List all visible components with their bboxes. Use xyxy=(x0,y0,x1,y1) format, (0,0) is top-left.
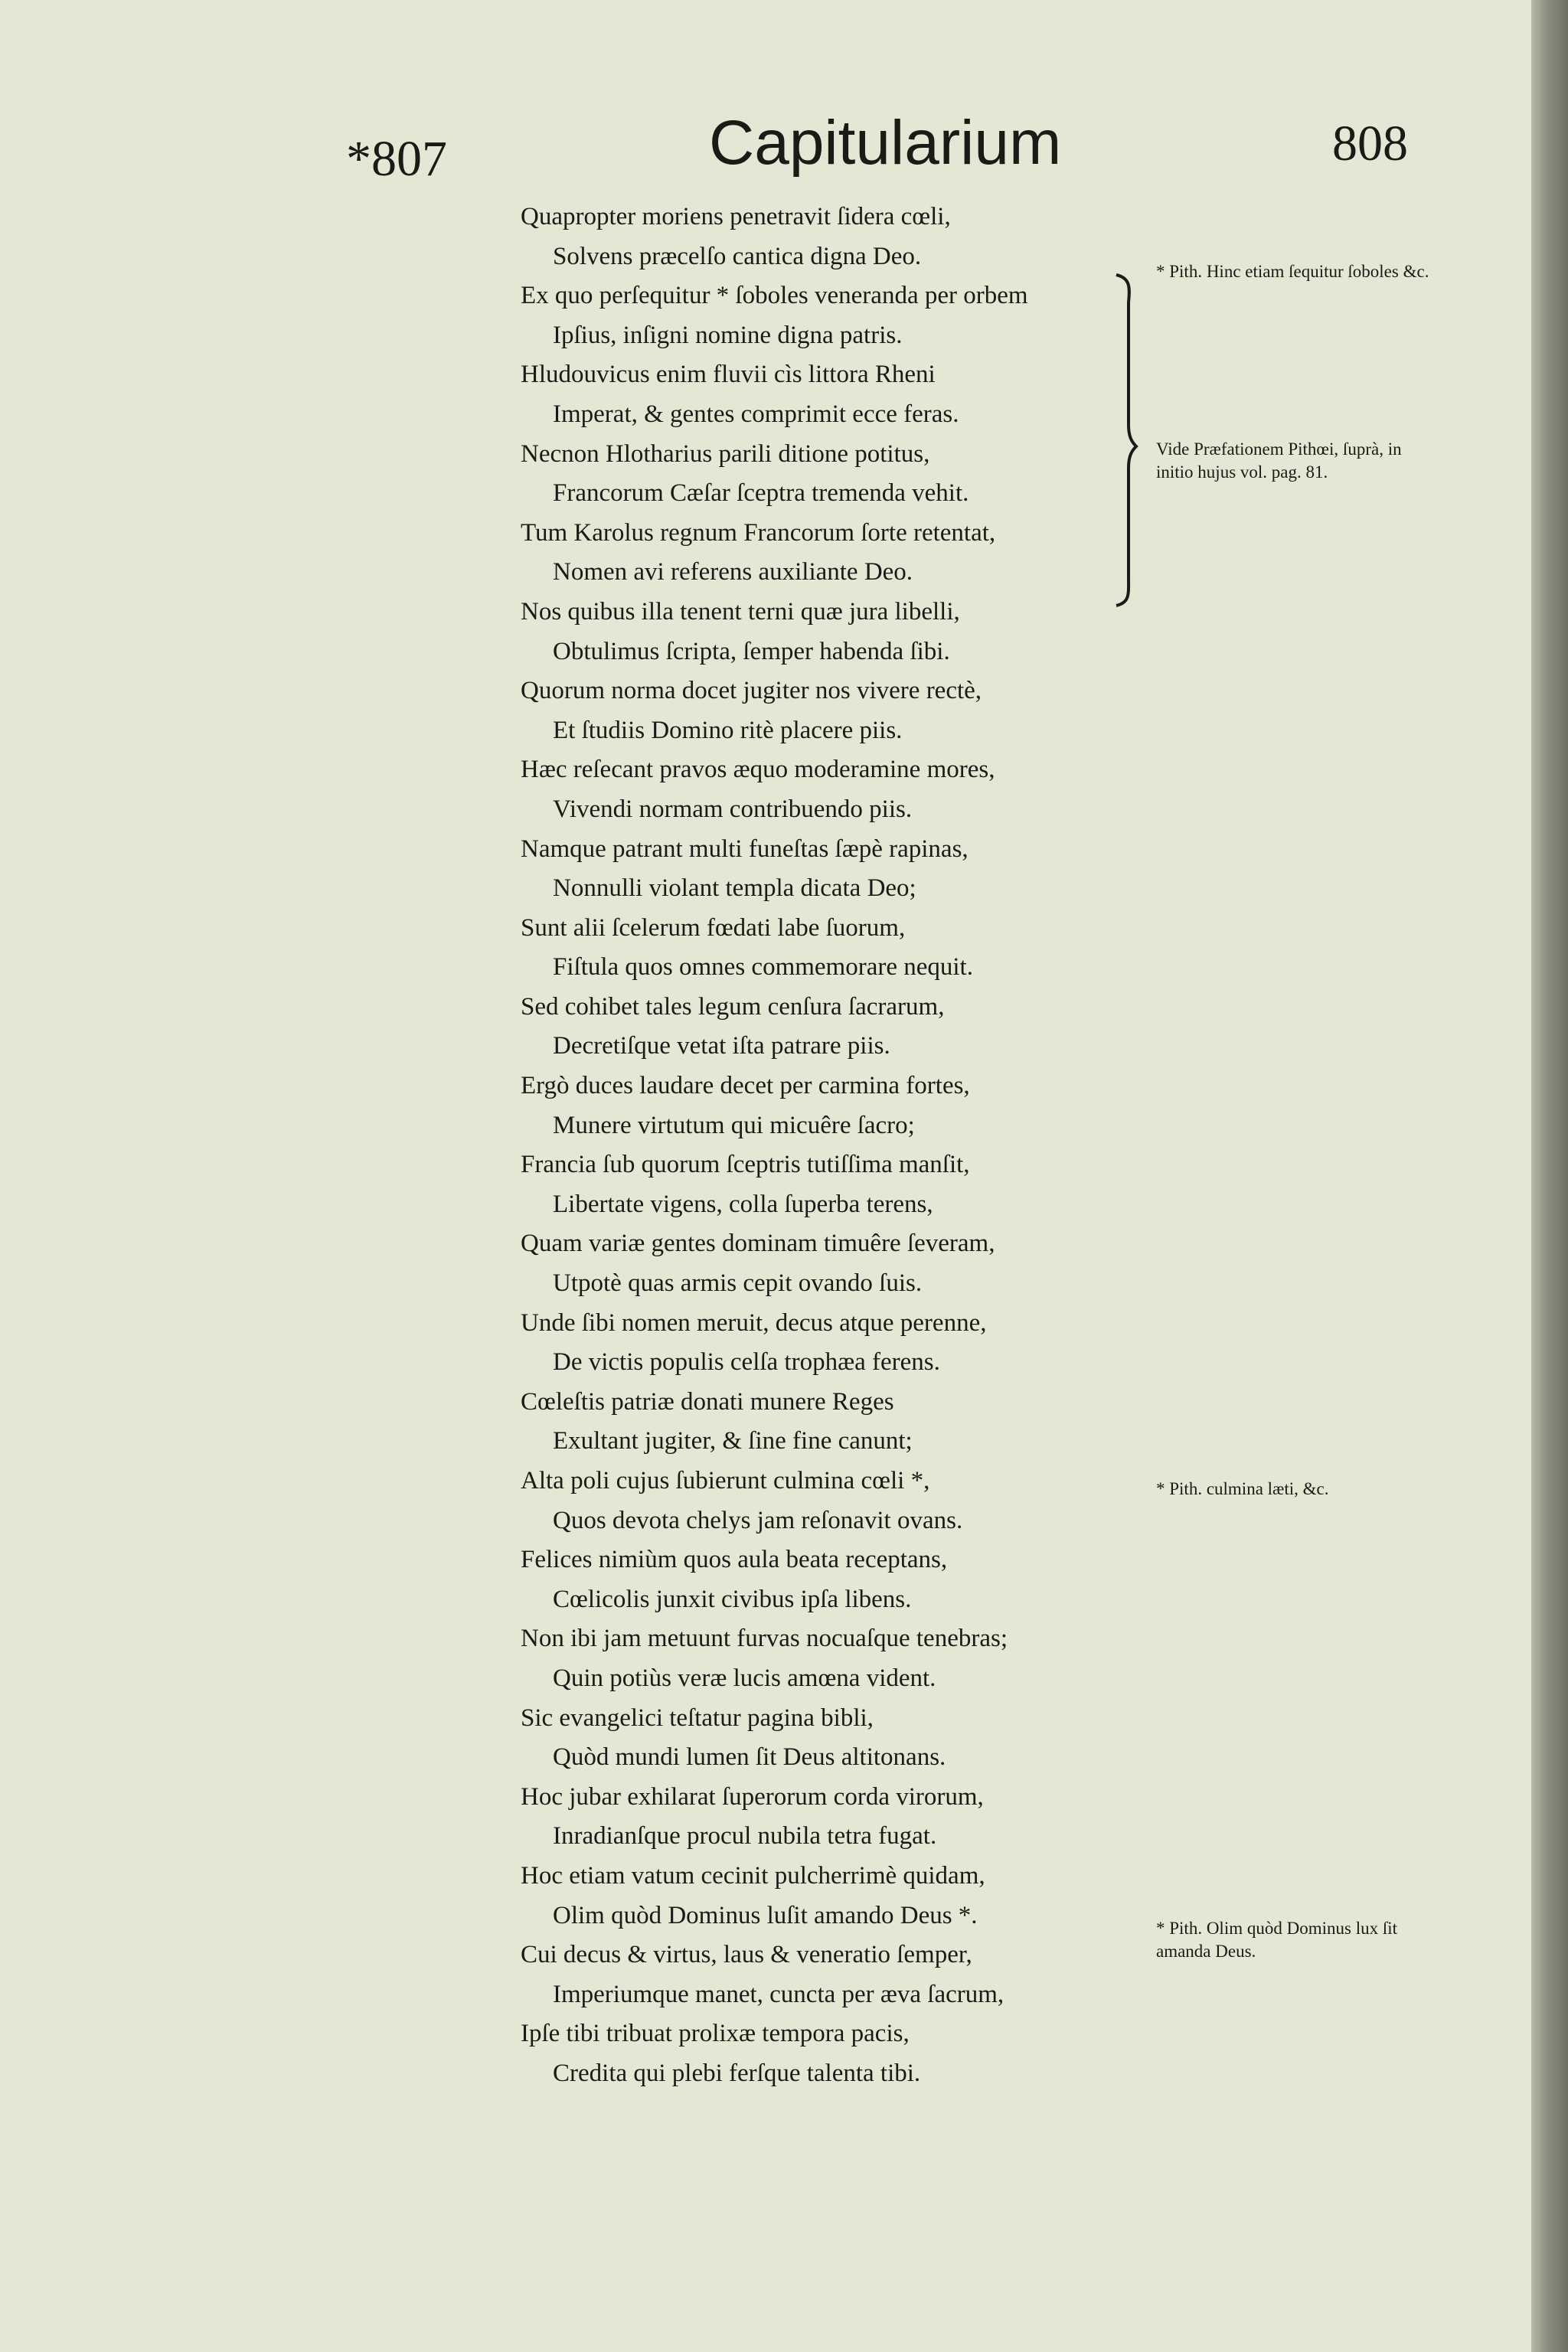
poem-line: Cœlicolis junxit civibus ipſa libens. xyxy=(553,1585,912,1613)
poem-line: Alta poli cujus ſubierunt culmina cœli *, xyxy=(521,1467,930,1494)
poem-line: Nos quibus illa tenent terni quæ jura libelli, xyxy=(521,597,960,626)
poem-line: Quòd mundi lumen ſit Deus altitonans. xyxy=(553,1743,946,1772)
poem-line: Ex quo perſequitur * ſoboles veneranda per orbem xyxy=(521,282,1028,310)
poem-line: Quam variæ gentes dominam timuêre ſeveram, xyxy=(521,1230,995,1258)
poem-line: Quapropter moriens penetravit ſidera cœli, xyxy=(521,203,951,230)
poem-line: Olim quòd Dominus luſit amando Deus *. xyxy=(553,1901,978,1929)
page-title: Capitularium xyxy=(709,108,1062,178)
poem-line: Felices nimiùm quos aula beata receptans, xyxy=(521,1546,948,1574)
poem-line: Cui decus & virtus, laus & veneratio ſemper, xyxy=(521,1941,972,1969)
poem-line: Solvens præcelſo cantica digna Deo. xyxy=(553,242,922,270)
poem-line: Inradianſque procul nubila tetra fugat. xyxy=(553,1822,937,1851)
right-page-number: 808 xyxy=(1332,116,1408,172)
margin-brace xyxy=(1112,272,1139,609)
poem-line: Hæc reſecant pravos æquo moderamine mores, xyxy=(521,756,995,784)
poem-line: Exultant jugiter, & ſine fine canunt; xyxy=(553,1427,913,1455)
poem-line: Et ſtudiis Domino ritè placere piis. xyxy=(553,716,903,744)
poem-line: Hoc etiam vatum cecinit pulcherrimè quidam, xyxy=(521,1861,985,1890)
poem-line: Namque patrant multi funeſtas ſæpè rapinas, xyxy=(521,835,969,863)
poem-line: Francorum Cæſar ſceptra tremenda vehit. xyxy=(553,479,969,508)
poem-line: Nonnulli violant templa dicata Deo; xyxy=(553,874,916,903)
poem-text xyxy=(521,198,1118,2094)
margin-note: Vide Præfationem Pithœi, ſuprà, in initio hujus vol. pag. 81. xyxy=(1156,439,1402,482)
poem-line: Sed cohibet tales legum cenſura ſacrarum, xyxy=(521,992,945,1021)
poem-line: Hoc jubar exhilarat ſuperorum corda virorum, xyxy=(521,1782,984,1811)
poem-line: Nomen avi referens auxiliante Deo. xyxy=(553,558,913,586)
page-header xyxy=(0,107,1531,199)
left-page-number: *807 xyxy=(346,131,447,187)
poem-line: Sunt alii ſcelerum fœdati labe ſuorum, xyxy=(521,913,906,942)
poem-line: Quos devota chelys jam reſonavit ovans. xyxy=(553,1506,963,1534)
poem-line: Necnon Hlotharius parili ditione potitus, xyxy=(521,439,930,468)
page-edge-shadow xyxy=(1531,0,1568,2352)
poem-line: Imperiumque manet, cuncta per æva ſacrum, xyxy=(553,1980,1004,2008)
poem-line: Obtulimus ſcripta, ſemper habenda ſibi. xyxy=(553,637,950,665)
poem-line: Ipſe tibi tribuat prolixæ tempora pacis, xyxy=(521,2020,910,2048)
poem-line: Cœleſtis patriæ donati munere Reges xyxy=(521,1387,894,1416)
margin-note: * Pith. Olim quòd Dominus lux ſit amanda Deus. xyxy=(1156,1919,1398,1961)
poem-line: Quorum norma docet jugiter nos vivere rectè, xyxy=(521,677,982,705)
poem-line: Fiſtula quos omnes commemorare nequit. xyxy=(553,953,973,982)
margin-note: * Pith. Hinc etiam ſequitur ſoboles &c. xyxy=(1156,262,1429,281)
poem-line: Vivendi normam contribuendo piis. xyxy=(553,795,913,823)
poem-line: Libertate vigens, colla ſuperba terens, xyxy=(553,1190,933,1218)
poem-line: De victis populis celſa trophæa ferens. xyxy=(553,1348,940,1377)
poem-line: Utpotè quas armis cepit ovando ſuis. xyxy=(553,1269,923,1298)
poem-line: Hludouvicus enim fluvii cìs littora Rheni xyxy=(521,361,936,389)
poem-line: Sic evangelici teſtatur pagina bibli, xyxy=(521,1704,874,1732)
margin-note: * Pith. culmina læti, &c. xyxy=(1156,1479,1329,1498)
poem-line: Imperat, & gentes comprimit ecce feras. xyxy=(553,400,959,428)
poem-line: Quin potiùs veræ lucis amœna vident. xyxy=(553,1664,936,1692)
poem-line: Tum Karolus regnum Francorum ſorte retentat, xyxy=(521,518,996,547)
poem-line: Ergò duces laudare decet per carmina fortes, xyxy=(521,1072,970,1100)
poem-line: Munere virtutum qui micuêre ſacro; xyxy=(553,1111,915,1139)
poem-line: Francia ſub quorum ſceptris tutiſſima manſit, xyxy=(521,1151,970,1179)
poem-line: Unde ſibi nomen meruit, decus atque perenne, xyxy=(521,1308,987,1337)
poem-line: Ipſius, inſigni nomine digna patris. xyxy=(553,321,903,349)
poem-line: Credita qui plebi ferſque talenta tibi. xyxy=(553,2059,921,2087)
poem-line: Non ibi jam metuunt furvas nocuaſque tenebras; xyxy=(521,1625,1008,1653)
poem-line: Decretiſque vetat iſta patrare piis. xyxy=(553,1032,890,1060)
